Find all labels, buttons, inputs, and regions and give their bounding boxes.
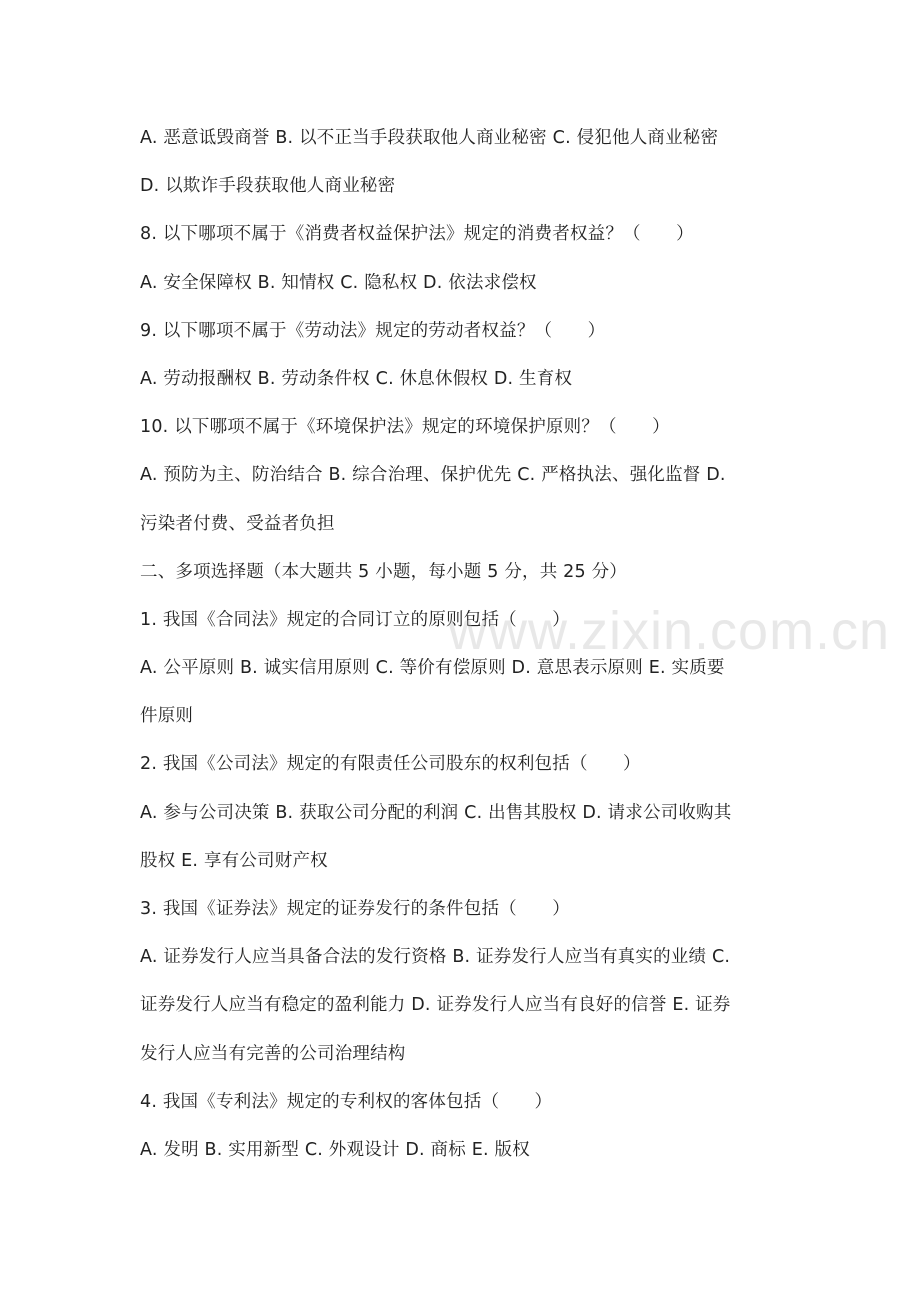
answer-options-line: A. 劳动报酬权 B. 劳动条件权 C. 休息休假权 D. 生育权 — [140, 368, 573, 389]
answer-options-line: D. 以欺诈手段获取他人商业秘密 — [140, 176, 396, 197]
answer-options-line: A. 恶意诋毁商誉 B. 以不正当手段获取他人商业秘密 C. 侵犯他人商业秘密 — [140, 128, 719, 148]
answer-options-line: A. 预防为主、防治结合 B. 综合治理、保护优先 C. 严格执法、强化监督 D. — [140, 465, 726, 486]
question-line: 9. 以下哪项不属于《劳动法》规定的劳动者权益？（ ） — [140, 320, 606, 341]
answer-options-line: A. 证券发行人应当具备合法的发行资格 B. 证券发行人应当有真实的业绩 C. — [140, 947, 731, 968]
document-body — [140, 114, 780, 1174]
answer-options-line: 污染者付费、受益者负担 — [140, 513, 335, 534]
question-line: 8. 以下哪项不属于《消费者权益保护法》规定的消费者权益？（ ） — [140, 224, 694, 245]
answer-options-line: A. 参与公司决策 B. 获取公司分配的利润 C. 出售其股权 D. 请求公司收购其 — [140, 802, 732, 823]
answer-options-line: 件原则 — [140, 706, 194, 727]
answer-options-line: 发行人应当有完善的公司治理结构 — [140, 1043, 406, 1064]
answer-options-line: A. 发明 B. 实用新型 C. 外观设计 D. 商标 E. 版权 — [140, 1139, 530, 1160]
section-heading: 二、多项选择题（本大题共 5 小题，每小题 5 分，共 25 分） — [140, 561, 628, 582]
question-line: 4. 我国《专利法》规定的专利权的客体包括（ ） — [140, 1091, 553, 1112]
answer-options-line: 证券发行人应当有稳定的盈利能力 D. 证券发行人应当有良好的信誉 E. 证券 — [140, 995, 731, 1016]
question-line: 3. 我国《证券法》规定的证券发行的条件包括（ ） — [140, 899, 570, 919]
answer-options-line: A. 公平原则 B. 诚实信用原则 C. 等价有偿原则 D. 意思表示原则 E. 实质要 — [140, 658, 725, 679]
question-line: 1. 我国《合同法》规定的合同订立的原则包括（ ） — [140, 609, 570, 630]
question-line: 2. 我国《公司法》规定的有限责任公司股东的权利包括（ ） — [140, 754, 641, 775]
watermark: www.zixin.com.cn — [448, 601, 891, 661]
question-line: 10. 以下哪项不属于《环境保护法》规定的环境保护原则？（ ） — [140, 417, 670, 438]
answer-options-line: 股权 E. 享有公司财产权 — [140, 850, 328, 871]
answer-options-line: A. 安全保障权 B. 知情权 C. 隐私权 D. 依法求偿权 — [140, 272, 537, 293]
